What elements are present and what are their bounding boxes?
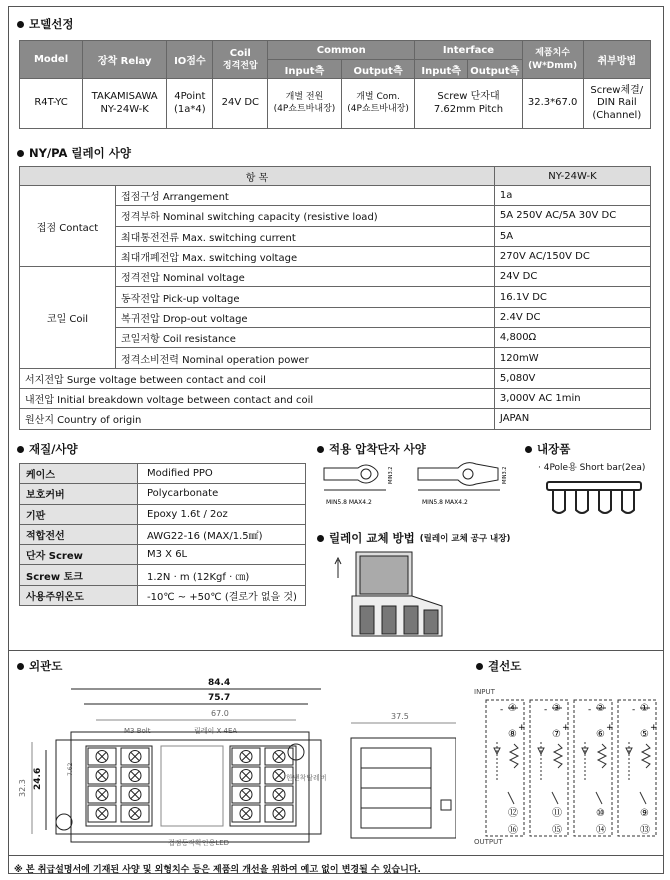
svg-text:MIN3.2: MIN3.2 (502, 466, 508, 484)
contact-icon (552, 792, 558, 804)
svg-text:MIN5.8 MAX4.2: MIN5.8 MAX4.2 (326, 499, 372, 506)
accessory-item: · 4Pole용 Short bar(2ea) (538, 463, 646, 473)
replace-section-title: 릴레이 교체 방법 (릴레이 교체 공구 내장) (317, 530, 510, 546)
plus-label: + (562, 723, 570, 733)
relay-spec-table: 항 목 NY-24W-K 접점 Contact 접점구성 Arrangement 1a 정격부하 Nominal switching capacity (resistive load) 5A 250V AC/5A 30V DC 최대통전전류 Max. switching current 5A 최대개폐전압 Max. switching voltage 270V AC/150V DC 코일 Coil 정격전압 Nominal voltage 24V DC 동작전압 Pick-up voltage 16.1V DC 복귀전압 Drop-out voltage 2.4V DC 코일저항 Coil resistance 4,800Ω 정격소비전력 Nominal operation power 120mW 서지전압 Surge voltage between contact and coil 5,080V 내전압 Initial breakdown voltage between contact and coil 3,000V AC 1min 원산지 Country of origin JAPAN (19, 166, 651, 430)
coil-icon (598, 744, 606, 768)
svg-text:접점동작확인용LED: 접점동작확인용LED (168, 839, 230, 847)
col-iface-in: Input측 (415, 60, 468, 79)
terminal-label: ⑮ (552, 825, 562, 836)
col-iface-out: Output측 (467, 60, 522, 79)
terminal-label: ② (596, 703, 605, 714)
svg-text:M3 Bolt: M3 Bolt (124, 727, 151, 735)
plus-label: + (650, 723, 658, 733)
material-section-title: 재질/사양 (17, 441, 78, 457)
terminal-label: ⑪ (552, 808, 562, 819)
bullet-icon (17, 663, 24, 670)
footer-divider (8, 855, 664, 856)
model-section-title: 모델선정 (17, 16, 73, 32)
spec-head-model: NY-24W-K (494, 167, 650, 186)
terminal-label: ① (640, 703, 649, 714)
crimp-terminal-drawing (318, 458, 518, 518)
col-mount: 취부방법 (583, 41, 650, 79)
terminal-label: ⑯ (508, 825, 518, 836)
svg-text:OUTPUT: OUTPUT (474, 838, 503, 846)
outline-section-title: 외관도 (17, 658, 62, 674)
bullet-icon (317, 446, 324, 453)
terminal-label: ③ (552, 703, 561, 714)
coil-group-label: 코일 Coil (20, 267, 116, 368)
wiring-channel-box (486, 700, 524, 836)
bullet-icon (17, 446, 24, 453)
svg-text:67.0: 67.0 (211, 709, 229, 718)
bullet-icon (525, 446, 532, 453)
svg-text:한낸착탈레버: 한낸착탈레버 (286, 774, 327, 782)
svg-text:MIN3.2: MIN3.2 (388, 466, 394, 484)
bullet-icon (17, 150, 24, 157)
minus-label: - (500, 705, 504, 715)
coil-icon (554, 744, 562, 768)
short-bar-icon (545, 478, 645, 518)
terminal-label: ⑤ (640, 729, 649, 740)
svg-text:INPUT: INPUT (474, 688, 495, 696)
svg-text:7.62: 7.62 (67, 762, 74, 776)
col-common: Common (268, 41, 415, 60)
contact-group-label: 접점 Contact (20, 186, 116, 267)
footer-note: ※ 본 취급설명서에 기재된 사양 및 외형치수 등은 제품의 개선을 위하여 예고 없이 변경될 수 있습니다. (14, 865, 421, 875)
accessory-section-title: 내장품 (525, 441, 570, 457)
minus-label: - (632, 705, 636, 715)
contact-icon (640, 792, 646, 804)
wiring-channel-box (530, 700, 568, 836)
bullet-icon (317, 535, 324, 542)
svg-text:84.4: 84.4 (208, 678, 231, 688)
coil-icon (642, 744, 650, 768)
outline-drawing (16, 672, 456, 852)
terminal-label: ④ (508, 703, 517, 714)
relay-replace-drawing (330, 548, 450, 643)
contact-icon (596, 792, 602, 804)
plus-label: + (606, 723, 614, 733)
coil-icon (510, 744, 518, 768)
contact-icon (508, 792, 514, 804)
col-common-out: Output측 (341, 60, 415, 79)
wiring-channel-box (618, 700, 656, 836)
minus-label: - (588, 705, 592, 715)
wiring-channel-box (574, 700, 612, 836)
material-table: 케이스 Modified PPO 보호커버 Polycarbonate 기판 Epoxy 1.6t / 2oz 적합전선 AWG22-16 (MAX/1.5㎟) 단자 Screw M3 X 6L Screw 토크 1.2N · m (12Kgf · ㎝) 사용주위온도 -10℃ ~ +50℃ (결로가 없을 것) (19, 463, 306, 606)
svg-text:24.6: 24.6 (33, 767, 43, 790)
minus-label: - (544, 705, 548, 715)
svg-text:75.7: 75.7 (208, 693, 231, 703)
svg-text:37.5: 37.5 (391, 712, 409, 721)
col-relay: 장착 Relay (83, 41, 167, 79)
col-io: IO점수 (167, 41, 213, 79)
terminal-label: ⑧ (508, 729, 517, 740)
col-coil: Coil 정격전압 (213, 41, 268, 79)
bullet-icon (476, 663, 483, 670)
svg-text:32.3: 32.3 (18, 779, 27, 797)
col-size: 제품치수 (W*Dmm) (522, 41, 583, 79)
wiring-section-title: 결선도 (476, 658, 521, 674)
terminal-label: ⑦ (552, 729, 561, 740)
terminal-label: ⑭ (596, 825, 606, 836)
relay-section-title: NY/PA 릴레이 사양 (17, 145, 131, 161)
terminal-section-title: 적용 압착단자 사양 (317, 441, 426, 457)
wiring-diagram (472, 682, 662, 850)
terminal-label: ⑥ (596, 729, 605, 740)
terminal-label: ⑩ (596, 808, 605, 819)
model-table (19, 40, 651, 129)
terminal-label: ⑬ (640, 825, 650, 836)
svg-text:릴레이 X 4EA: 릴레이 X 4EA (194, 727, 238, 735)
spec-head-item: 항 목 (20, 167, 495, 186)
terminal-label: ⑨ (640, 808, 649, 819)
plus-label: + (518, 723, 526, 733)
col-common-in: Input측 (268, 60, 342, 79)
bullet-icon (17, 21, 24, 28)
svg-text:MIN5.8 MAX4.2: MIN5.8 MAX4.2 (422, 499, 468, 506)
section-divider (8, 650, 664, 651)
terminal-label: ⑫ (508, 808, 518, 819)
col-interface: Interface (415, 41, 522, 60)
col-model: Model (20, 41, 83, 79)
table-row: R4T-YC TAKAMISAWA NY-24W-K 4Point (1a*4) 24V DC 개별 전원 (4P쇼트바내장) 개별 Com. (4P쇼트바내장) Screw 단자대 7.62mm Pitch 32.3*67.0 Screw체결/ DIN Rail (Channel) (20, 79, 651, 129)
